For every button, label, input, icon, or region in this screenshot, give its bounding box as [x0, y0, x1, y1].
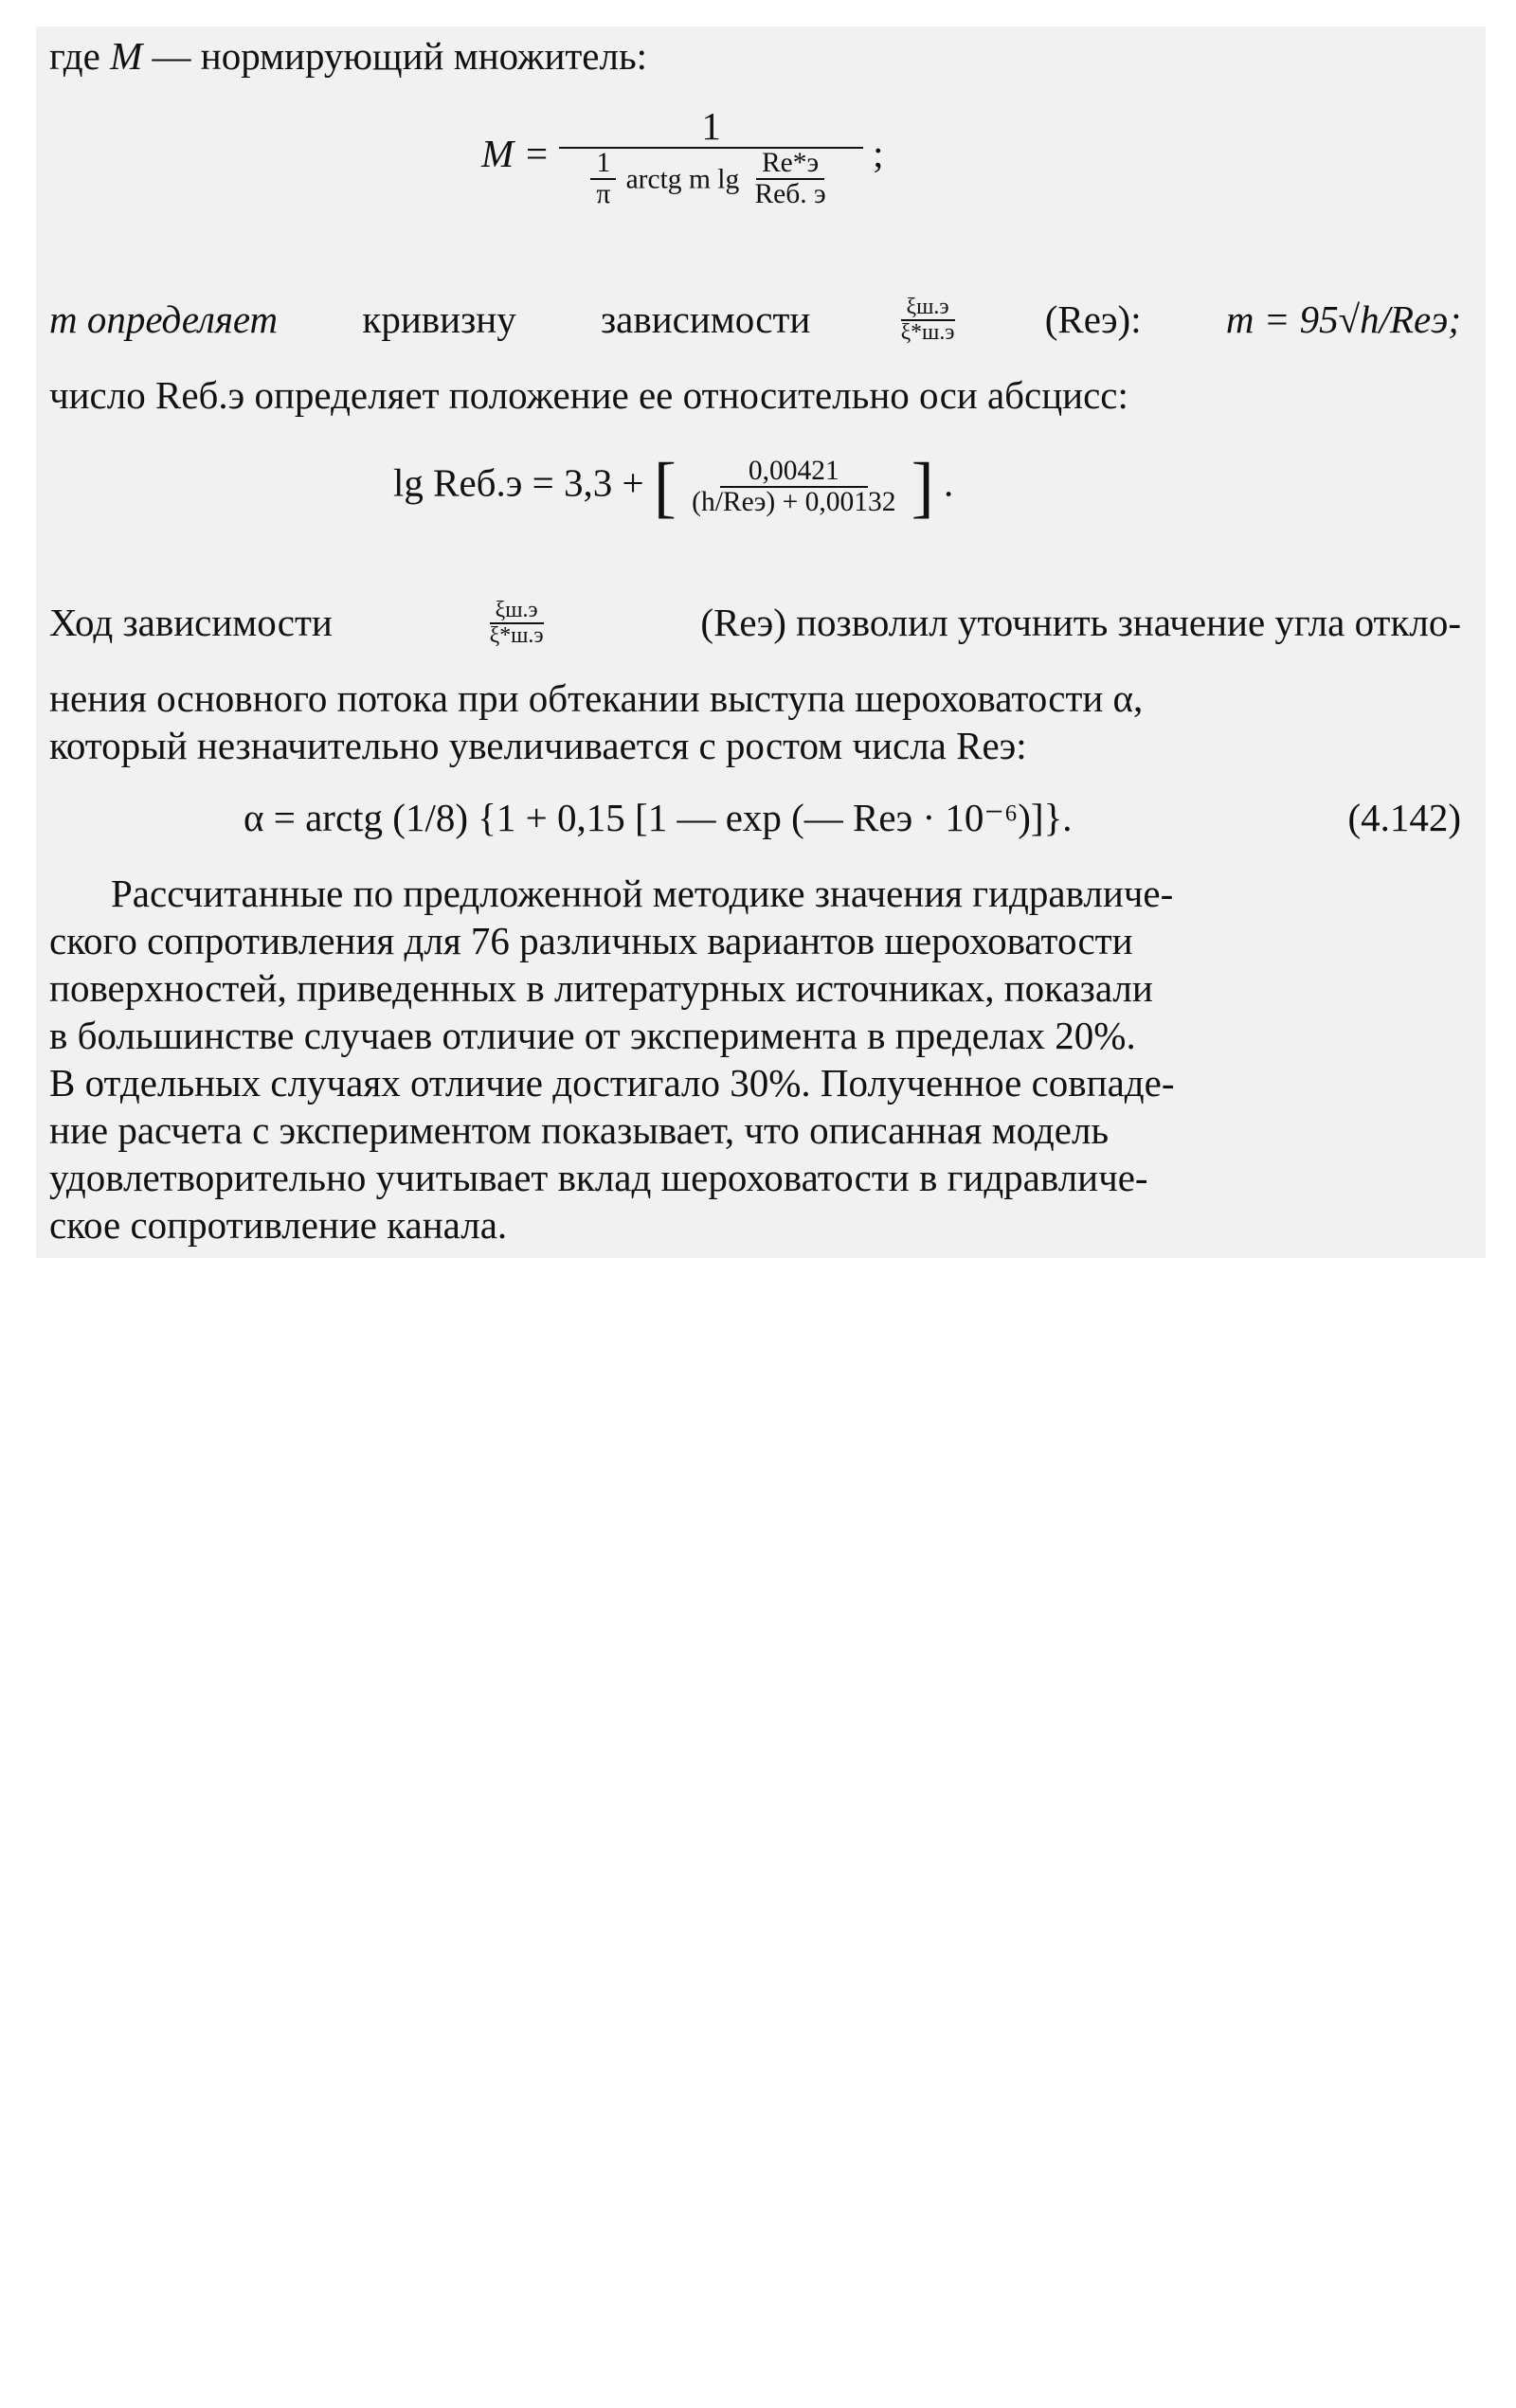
- formula-M-middle: arctg m lg: [625, 164, 740, 195]
- m-arg: (Reэ):: [1044, 297, 1142, 341]
- m-fraction: [895, 296, 961, 345]
- formula-M-inner-fraction: [590, 149, 616, 209]
- m-definition-line: [49, 296, 1461, 345]
- formula-lg-numerator: 0,00421: [720, 457, 868, 488]
- paragraph2-line3: который незначительно увеличивается с ростом числа Reэ:: [49, 724, 1027, 767]
- left-bracket: [: [653, 448, 677, 525]
- formula-M-lhs: M =: [481, 131, 550, 175]
- paragraph3-line3: поверхностей, приведенных в литературных источниках, показали: [49, 966, 1153, 1010]
- paragraph3-line6: ние расчета с экспериментом показывает, что описанная модель: [49, 1108, 1110, 1152]
- formula-lg-fraction: [686, 457, 901, 517]
- paragraph3-line1: Рассчитанные по предложенной методике значения гидравличе-: [111, 872, 1174, 915]
- intro-rest: — нормирующий множитель:: [152, 34, 648, 78]
- formula-M-numerator: 1: [559, 106, 863, 149]
- formula-lg-denominator: (h/Reэ) + 0,00132: [692, 486, 896, 517]
- number-line: число Reб.э определяет положение ее относительно оси абсцисс:: [49, 373, 1128, 417]
- m-fraction-den: ξ*ш.э: [900, 319, 955, 345]
- ratio-den: Reб. э: [754, 179, 826, 210]
- m-fraction-num: ξш.э: [901, 296, 955, 321]
- ratio-num: Re*э: [756, 149, 824, 180]
- formula-M-denominator: [585, 149, 837, 209]
- paragraph3-line2: ского сопротивления для 76 различных вариантов шероховатости: [49, 919, 1133, 962]
- p2-fraction-num: ξш.э: [490, 599, 544, 624]
- formula-lg-tail: .: [944, 460, 954, 505]
- inner-fraction-num: 1: [590, 149, 616, 180]
- p2-line1-start: Ход зависимости: [49, 601, 333, 644]
- paragraph3-line7: удовлетворительно учитывает вклад шероховатости в гидравличе-: [49, 1156, 1148, 1199]
- paragraph3-last-line: ское сопротивление канала.: [49, 1203, 508, 1247]
- m-word3: зависимости: [600, 297, 811, 341]
- formula-number: (4.142): [1347, 796, 1461, 839]
- formula-M-fraction: [559, 106, 863, 209]
- m-word1: m определяет: [49, 297, 279, 341]
- formula-lg-lhs: lg Reб.э = 3,3 +: [393, 460, 644, 505]
- right-bracket: ]: [911, 448, 934, 525]
- formula-M-tail: ;: [873, 131, 884, 175]
- m-word2: кривизну: [362, 297, 516, 341]
- paragraph2-line1: [49, 599, 1461, 648]
- formula-M-ratio: [749, 149, 832, 209]
- p2-fraction-den: ξ*ш.э: [489, 622, 544, 648]
- m-equation: m = 95√h/Reэ;: [1225, 297, 1461, 341]
- paragraph2-line2: нения основного потока при обтекании выступа шероховатости α,: [49, 676, 1144, 720]
- inner-fraction-den: π: [596, 179, 611, 210]
- paragraph3-line4: в большинстве случаев отличие от эксперимента в пределах 20%.: [49, 1014, 1136, 1057]
- formula-M: [481, 106, 883, 209]
- intro-prefix: где: [49, 34, 100, 78]
- p2-line1-end: (Reэ) позволил уточнить значение угла откло-: [700, 601, 1461, 644]
- paragraph3-line5: В отдельных случаях отличие достигало 30%. Полученное совпаде-: [49, 1061, 1175, 1105]
- formula-alpha: α = arctg (1/8) {1 + 0,15 [1 — exp (— Reэ · 10⁻⁶)]}.: [244, 796, 1073, 839]
- formula-lg: [393, 448, 954, 525]
- intro-line: [49, 32, 1461, 80]
- intro-symbol: M: [110, 34, 143, 78]
- p2-fraction: [484, 599, 550, 648]
